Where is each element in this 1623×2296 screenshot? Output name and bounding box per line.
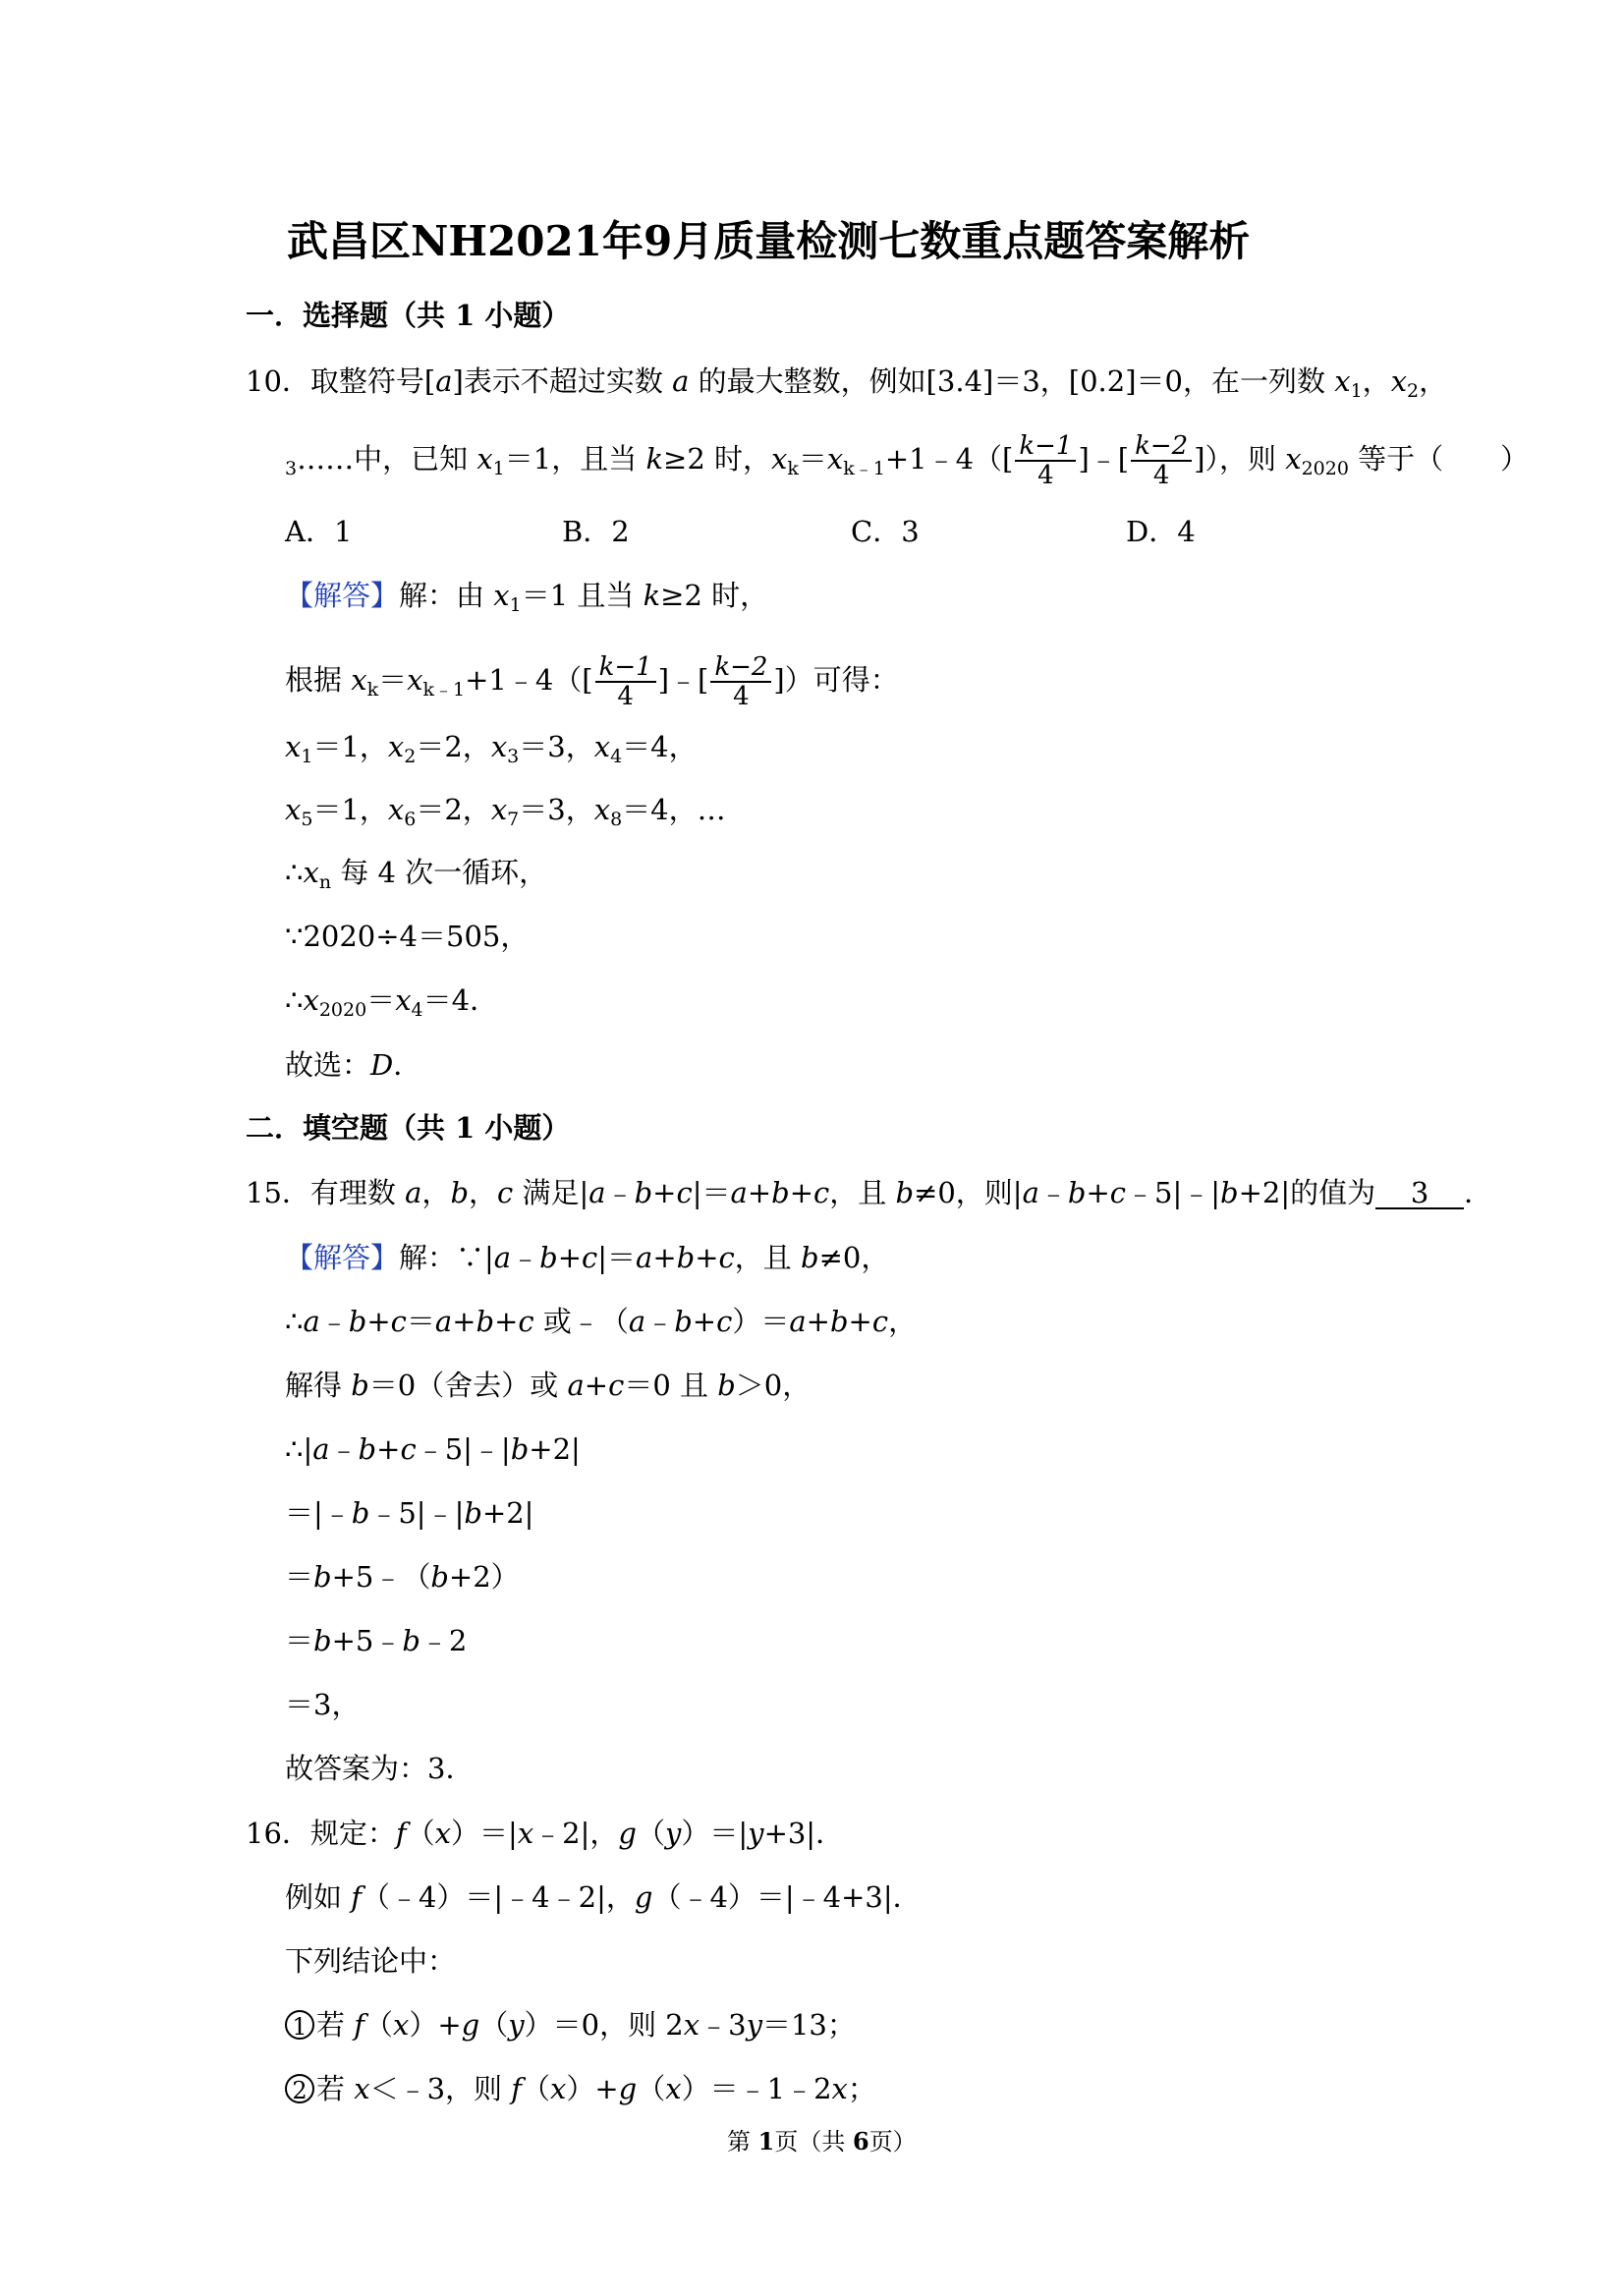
var-a: a [434, 1305, 453, 1338]
var-a: a [493, 1241, 512, 1274]
var-b: b [313, 1624, 332, 1657]
var-b: b [402, 1624, 420, 1657]
q10-number: 10． [246, 364, 310, 398]
punct: （ [406, 1817, 435, 1850]
punct: ＝ [366, 983, 396, 1017]
var-c: c [400, 1432, 417, 1466]
var-x: x [395, 983, 412, 1017]
q-text: 若 [316, 2072, 355, 2105]
page-total: 6 [852, 2127, 869, 2156]
var-c: c [716, 1305, 733, 1338]
q-text: 若 [316, 2008, 355, 2042]
q-text: ）＝| [681, 1817, 749, 1850]
ans-text: +5﹣（ [331, 1560, 431, 1594]
formula: ]﹣[ [657, 663, 709, 697]
var-b: b [476, 1305, 495, 1338]
subscript: k [787, 458, 799, 479]
var-x: x [550, 2072, 567, 2105]
formula: +1﹣4（[ [884, 442, 1014, 476]
subscript: k [366, 679, 379, 700]
fraction [1131, 432, 1192, 489]
subscript: k﹣1 [422, 679, 466, 700]
var-c: c [676, 1176, 693, 1209]
var-y: y [748, 1817, 764, 1850]
var-y: y [746, 2008, 762, 2042]
var-b: b [717, 1369, 736, 1402]
var-c: c [1109, 1176, 1127, 1209]
formula: ]），则 [1194, 442, 1286, 476]
var-c: c [871, 1305, 889, 1338]
punct: （ [364, 2008, 393, 2042]
ans10-line5 [285, 855, 548, 893]
q10-text: ……中，已知 [297, 442, 477, 476]
ans-text: ＞0， [735, 1369, 812, 1402]
answer-tag: 【解答】 [285, 579, 400, 612]
fraction [710, 653, 771, 710]
ans-text: ＝4， [622, 793, 698, 826]
footer-text: 第 [727, 2128, 758, 2156]
formula: ]﹣[ [1078, 442, 1130, 476]
var-x: x [351, 663, 367, 697]
punct: ＝ [798, 442, 827, 476]
ans-text: 根据 [285, 663, 352, 697]
var-a: a [789, 1305, 807, 1338]
fraction-denominator: 4 [1037, 461, 1054, 490]
ans-text: 或﹣（ [533, 1305, 629, 1338]
var-b: b [464, 1496, 482, 1530]
q-text: ）＝| [451, 1817, 518, 1850]
ans10-line3 [285, 729, 698, 767]
var-b: b [1220, 1176, 1239, 1209]
op: ﹣ [1038, 1176, 1068, 1209]
var-x: x [387, 793, 405, 826]
punct: ＝ [378, 663, 408, 697]
ans-text: ≥2 时， [660, 579, 769, 612]
section-heading-choice: 一．选择题（共 1 小题） [246, 299, 571, 332]
op: ﹣ [645, 1305, 675, 1338]
therefore-symbol: ∴ [285, 1305, 304, 1338]
subscript: 5 [301, 809, 313, 830]
fraction-denominator: 4 [1152, 461, 1170, 490]
var-x: x [593, 793, 611, 826]
circled-number-icon: 2 [285, 2074, 314, 2103]
ans-text: ∴| [285, 1432, 313, 1466]
var-c: c [608, 1369, 625, 1402]
var-x: x [831, 2072, 848, 2105]
var-b: b [430, 1560, 449, 1594]
therefore-symbol: ∴ [285, 983, 304, 1017]
ans-text: 故选： [285, 1048, 371, 1082]
circled-number-icon: 1 [285, 2010, 314, 2040]
var-b: b [771, 1176, 790, 1209]
var-x: x [303, 856, 319, 889]
var-b: b [634, 1176, 653, 1209]
var-a: a [435, 364, 453, 398]
var-x: x [770, 442, 788, 476]
subscript: 2 [1407, 380, 1420, 402]
footer-text: 页） [868, 2128, 917, 2156]
ans10-line6: ∵2020÷4＝505， [285, 920, 530, 953]
ans-text: ＝4， [622, 730, 698, 763]
var-a: a [405, 1176, 422, 1209]
var-g: g [461, 2008, 480, 2042]
ans-text: ＝4． [422, 983, 499, 1017]
subscript: 7 [507, 809, 520, 830]
var-b: b [358, 1432, 377, 1466]
page-number: 1 [757, 2127, 775, 2156]
q-text: （﹣4）＝|﹣4﹣2|， [361, 1880, 635, 1914]
var-x: x [665, 2072, 682, 2105]
footer-text: 页（共 [774, 2128, 853, 2156]
option-a: A．1 [285, 515, 353, 548]
var-x: x [1285, 442, 1302, 476]
subscript: n [318, 871, 332, 893]
q-text: 例如 [285, 1880, 352, 1914]
ans-text: ﹣5|﹣| [369, 1496, 465, 1530]
var-g: g [618, 1817, 637, 1850]
var-x: x [490, 793, 508, 826]
ans10-line8 [285, 1047, 421, 1083]
var-x: x [517, 1817, 534, 1850]
var-b: b [801, 1241, 819, 1274]
ans-text: ，且 [734, 1241, 801, 1274]
var-a: a [636, 1241, 653, 1274]
var-x: x [1334, 364, 1351, 398]
ans10-line4 [285, 792, 726, 830]
q10-text: ＝1，且当 [504, 442, 646, 476]
punct: ； [847, 2072, 876, 2105]
var-a: a [567, 1369, 585, 1402]
var-x: x [826, 442, 844, 476]
q16-line3: 下列结论中： [285, 1944, 457, 1978]
ans-text: ）＝ [732, 1305, 790, 1338]
ans-text: 解：∵| [399, 1241, 494, 1274]
q-text: ﹣3 [700, 2008, 747, 2042]
subscript: 8 [610, 809, 623, 830]
ans-text: ＝3， [519, 730, 594, 763]
var-a: a [628, 1305, 646, 1338]
ans-text: ＝1， [312, 793, 388, 826]
var-g: g [634, 1880, 653, 1914]
page-footer [727, 2124, 917, 2159]
ans-text: 解得 [285, 1369, 352, 1402]
ans15-line2: ∴a﹣b+c＝a+b+c 或﹣（a﹣b+c）＝a+b+c， [285, 1305, 918, 1338]
punct: ． [1464, 1176, 1493, 1209]
q-text: ，且 [829, 1176, 896, 1209]
var-b: b [829, 1305, 849, 1338]
punct: ． [393, 1048, 422, 1082]
punct: ， [469, 1176, 498, 1209]
var-k: k [643, 579, 661, 612]
ans-text: ﹣2 [420, 1624, 468, 1657]
var-f: f [511, 2072, 522, 2105]
q10-line2 [285, 432, 1529, 489]
subscript: 2020 [318, 999, 367, 1021]
var-y: y [508, 2008, 525, 2042]
q16-number: 16． [246, 1817, 310, 1850]
page-title: 武昌区NH2021年9月质量检测七数重点题答案解析 [287, 217, 1251, 265]
section-heading-fill: 二．填空题（共 1 小题） [246, 1111, 571, 1145]
var-x: x [285, 793, 302, 826]
ans-text: ＝0（舍去）或 [368, 1369, 568, 1402]
q-text: ＝13； [761, 2008, 856, 2042]
var-k: k [645, 442, 664, 476]
fraction-denominator: 4 [733, 682, 750, 711]
q-text: ﹣2|， [533, 1817, 619, 1850]
op: ﹣ [319, 1305, 349, 1338]
formula: +1﹣4（[ [465, 663, 593, 697]
var-x: x [593, 730, 611, 763]
answer-tag: 【解答】 [285, 1241, 400, 1274]
ans-text: ＝2， [416, 793, 491, 826]
ans-text: ]）可得： [773, 663, 899, 697]
punct: ， [421, 1176, 451, 1209]
op: ﹣ [511, 1241, 540, 1274]
option-d: D．4 [1126, 515, 1196, 548]
punct: （ [479, 2008, 509, 2042]
q-text: ＜﹣3，则 [369, 2072, 512, 2105]
q-text: ）+ [409, 2008, 462, 2042]
punct: ， [1419, 364, 1448, 398]
answer-choice: D [370, 1048, 394, 1082]
var-b: b [510, 1432, 530, 1466]
fraction [1015, 432, 1076, 489]
subscript: 4 [411, 999, 423, 1021]
q10-text: ≥2 时， [663, 442, 771, 476]
var-a: a [303, 1305, 320, 1338]
var-x: x [407, 663, 423, 697]
q-text: +3|． [763, 1817, 845, 1850]
var-x: x [476, 442, 493, 476]
q-text: +2|的值为 [1238, 1176, 1376, 1209]
q16-line1 [246, 1816, 844, 1851]
ans-text: ＝ [285, 1624, 314, 1657]
var-x: x [303, 983, 319, 1017]
var-g: g [618, 2072, 638, 2105]
ans-text: ＝|﹣ [285, 1496, 352, 1530]
ans-text: ＝3， [519, 793, 594, 826]
q-text: |＝ [692, 1176, 731, 1209]
fraction-denominator: 4 [617, 682, 634, 711]
var-b: b [539, 1241, 558, 1274]
subscript: 6 [404, 809, 417, 830]
ellipsis: … [697, 793, 726, 826]
var-f: f [354, 2008, 364, 2042]
q10-text: 的最大整数，例如[3.4]＝3，[0.2]＝0，在一列数 [689, 364, 1335, 398]
ans-text: 每 4 次一循环， [331, 856, 548, 889]
answer-blank: 3 [1375, 1178, 1464, 1209]
var-c: c [497, 1176, 514, 1209]
ans-text: ﹣5|﹣| [416, 1432, 511, 1466]
subscript: 1 [1350, 380, 1363, 402]
var-x: x [387, 730, 405, 763]
var-x: x [354, 2072, 370, 2105]
var-b: b [313, 1560, 332, 1594]
ans-text: +5﹣ [331, 1624, 403, 1657]
var-b: b [348, 1305, 367, 1338]
op: ﹣ [605, 1176, 635, 1209]
q10-line1 [246, 364, 1448, 402]
ans-text: |＝ [597, 1241, 637, 1274]
subscript: k﹣1 [843, 458, 885, 479]
q-text: 满足| [513, 1176, 589, 1209]
var-x: x [285, 730, 302, 763]
q10-text: ]表示不超过实数 [452, 364, 673, 398]
q-text: （﹣4）＝|﹣4+3|． [652, 1880, 922, 1914]
punct: ， [1362, 364, 1391, 398]
subscript: 2 [404, 746, 417, 767]
q-text: ）＝﹣1﹣2 [681, 2072, 832, 2105]
ans-text: +2） [448, 1560, 520, 1594]
var-x: x [392, 2008, 410, 2042]
var-a: a [588, 1176, 606, 1209]
ans15-line8: ＝3， [285, 1688, 361, 1721]
var-b: b [674, 1305, 693, 1338]
ans-text: 解：由 [399, 579, 494, 612]
var-x: x [490, 730, 508, 763]
q-text: ≠0，则| [914, 1176, 1023, 1209]
var-b: b [351, 1369, 369, 1402]
fraction-numerator: k−1 [1015, 432, 1076, 462]
punct: （ [521, 2072, 550, 2105]
ans15-line5: ＝|﹣b﹣5|﹣|b+2| [285, 1496, 534, 1530]
ans15-line9: 故答案为：3． [285, 1752, 475, 1785]
var-f: f [351, 1880, 362, 1914]
var-c: c [518, 1305, 534, 1338]
q15-line: 15．有理数 a，b，c 满足|a﹣b+c|＝a+b+c，且 b≠0，则|a﹣b+c﹣5|﹣|b+2|的值为 3 ． [246, 1176, 1493, 1209]
var-a: a [1022, 1176, 1039, 1209]
var-x: x [1390, 364, 1408, 398]
subscript: 1 [509, 594, 522, 616]
var-b: b [1067, 1176, 1087, 1209]
ans15-line6 [285, 1559, 520, 1595]
var-x: x [434, 1817, 452, 1850]
q16-conclusion-1 [285, 2007, 856, 2043]
ans15-line1: 【解答】解：∵|a﹣b+c|＝a+b+c，且 b≠0， [285, 1241, 890, 1274]
q-text: 有理数 [309, 1176, 406, 1209]
subscript: 3 [507, 746, 520, 767]
var-a: a [312, 1432, 330, 1466]
option-c: C．3 [851, 515, 920, 548]
var-c: c [582, 1241, 598, 1274]
var-x: x [493, 579, 510, 612]
var-b: b [351, 1496, 370, 1530]
punct: （ [637, 2072, 666, 2105]
q-text: ）＝0，则 2 [524, 2008, 684, 2042]
subscript: 1 [492, 458, 505, 479]
fraction-numerator: k−2 [1131, 432, 1192, 462]
therefore-symbol: ∴ [285, 856, 304, 889]
fraction-numerator: k−2 [710, 653, 771, 683]
var-c: c [718, 1241, 735, 1274]
var-a: a [672, 364, 690, 398]
var-b: b [895, 1176, 915, 1209]
ans-text: ＝2， [416, 730, 491, 763]
var-c: c [813, 1176, 830, 1209]
q-text: ）+ [566, 2072, 619, 2105]
punct: （ [636, 1817, 665, 1850]
var-a: a [730, 1176, 748, 1209]
op: ﹣ [329, 1432, 359, 1466]
ans15-line4: ∴|a﹣b+c﹣5|﹣|b+2| [285, 1432, 581, 1466]
var-x: x [683, 2008, 700, 2042]
subscript: 4 [610, 746, 623, 767]
q-text: 规定： [309, 1817, 396, 1850]
fraction [595, 653, 656, 710]
ans10-line7 [285, 982, 499, 1021]
subscript: 1 [301, 746, 313, 767]
subscript: 3 [285, 458, 298, 479]
subscript: 2020 [1301, 458, 1349, 479]
var-y: y [665, 1817, 682, 1850]
option-b: B．2 [562, 515, 630, 548]
ans-text: ＝0 且 [624, 1369, 718, 1402]
ans-text: ＝ [285, 1560, 314, 1594]
q10-text: 等于（ ） [1348, 442, 1530, 476]
q-text: ﹣5|﹣| [1126, 1176, 1221, 1209]
ans-text: ＝1， [312, 730, 388, 763]
q16-line2 [285, 1879, 922, 1915]
q16-conclusion-2 [285, 2071, 876, 2106]
var-c: c [390, 1305, 407, 1338]
fraction-numerator: k−1 [595, 653, 656, 683]
var-f: f [395, 1817, 407, 1850]
ans10-line1 [285, 578, 769, 616]
var-b: b [676, 1241, 696, 1274]
var-b: b [450, 1176, 470, 1209]
ans15-line3: 解得 b＝0（舍去）或 a+c＝0 且 b＞0， [285, 1369, 812, 1402]
q10-text: 取整符号[ [309, 364, 436, 398]
q15-number: 15． [246, 1176, 310, 1209]
ans-text: ＝1 且当 [521, 579, 644, 612]
ans15-line7 [285, 1623, 467, 1658]
ans10-line2 [285, 653, 899, 710]
